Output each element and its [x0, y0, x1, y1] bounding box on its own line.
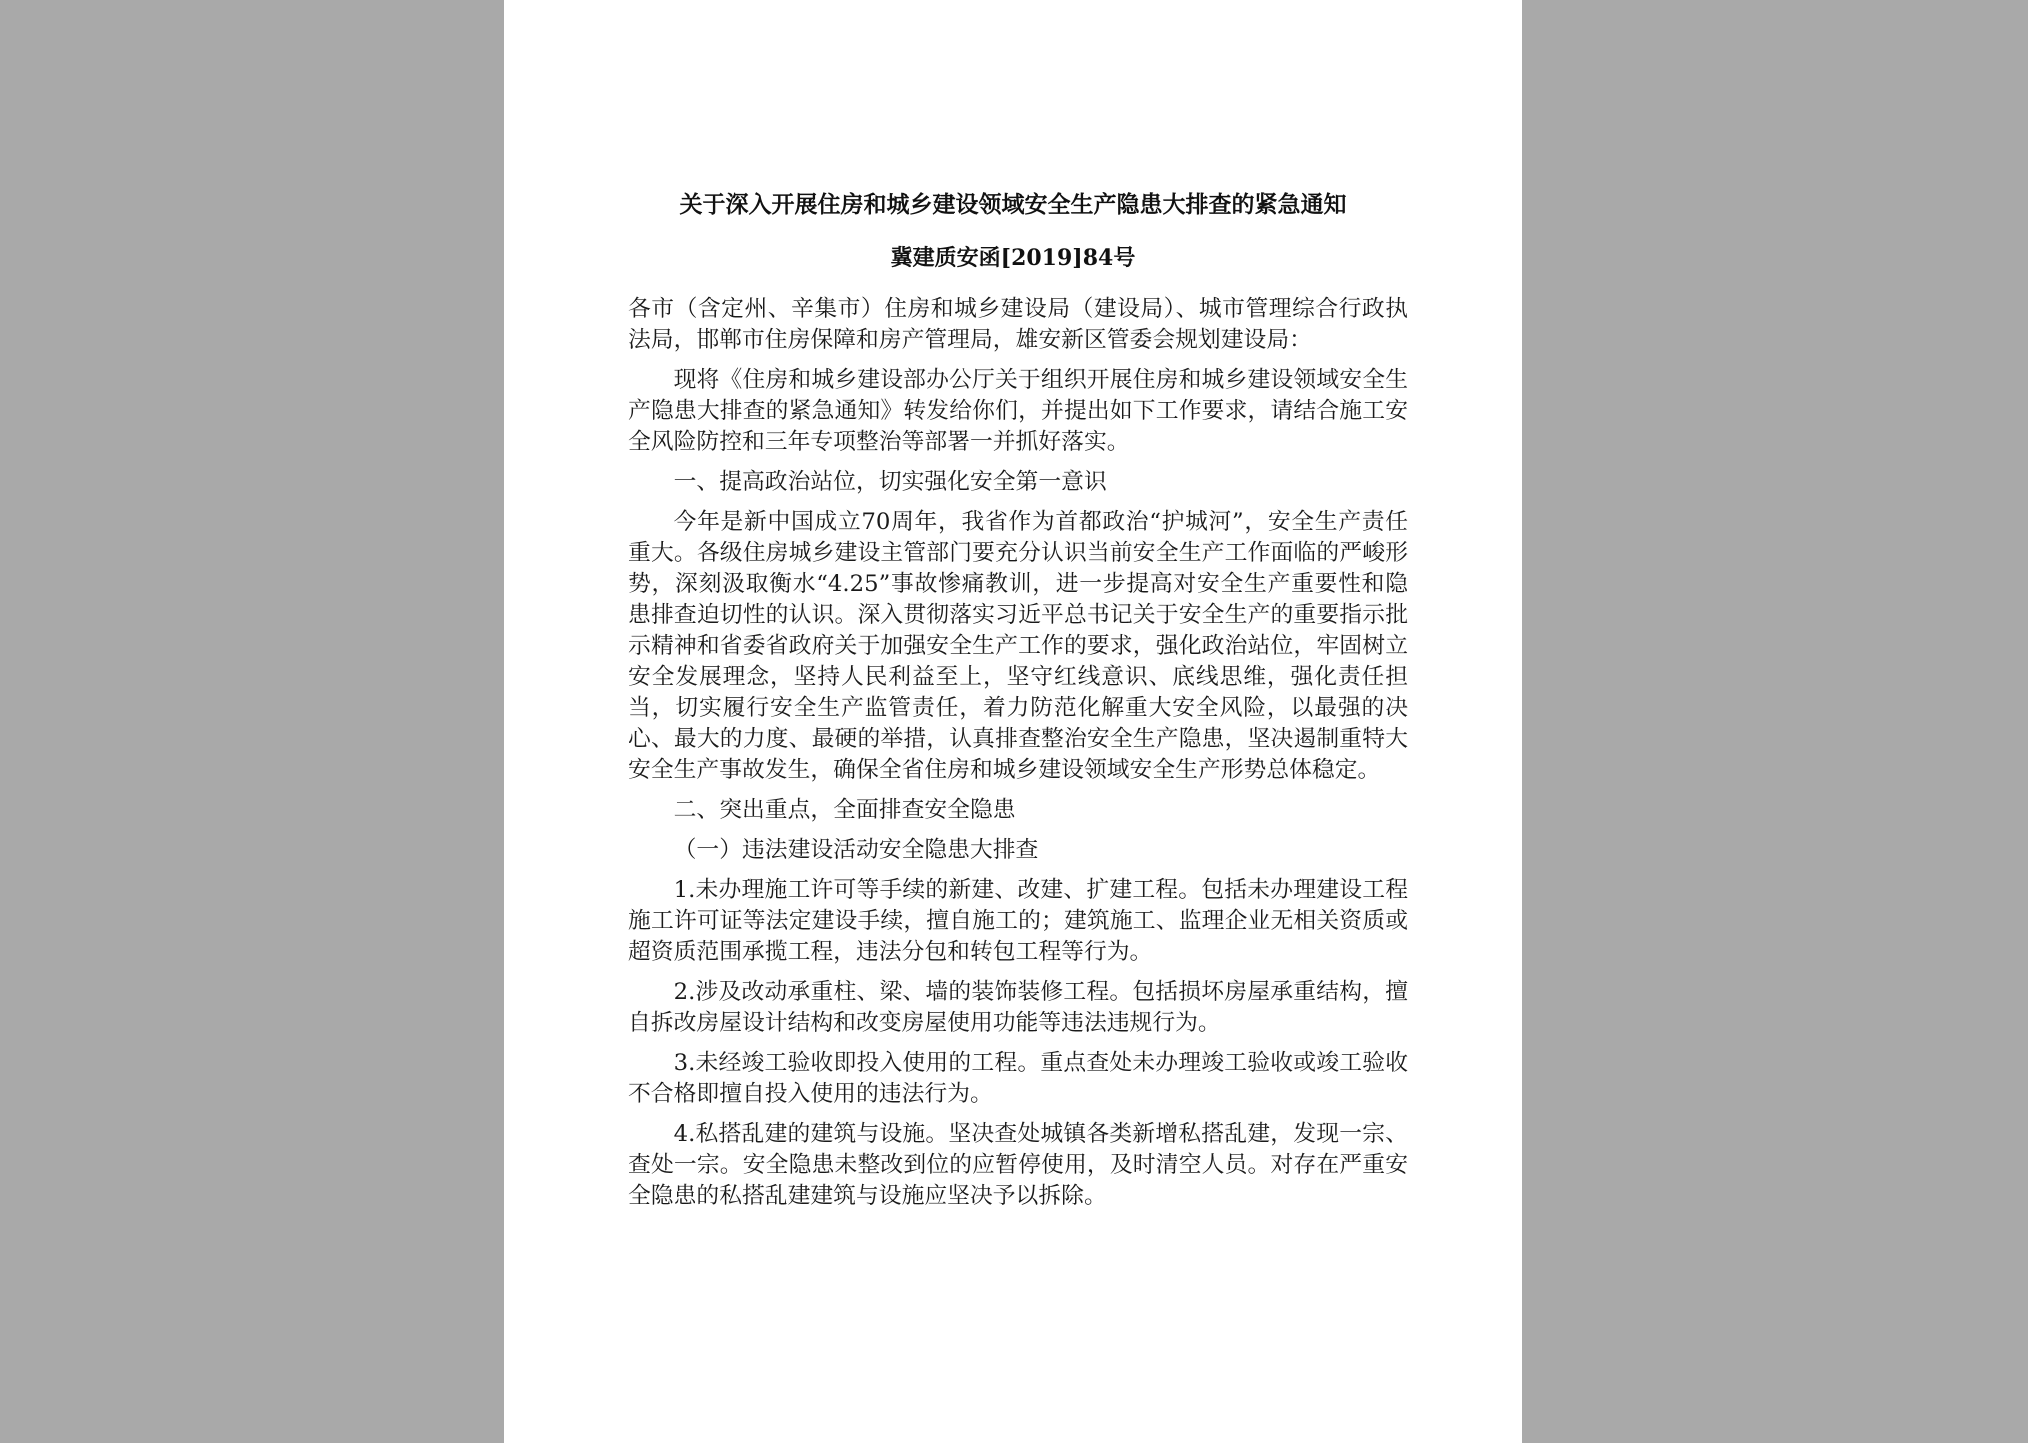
document-number: 冀建质安函[2019]84号	[890, 245, 1136, 271]
list-item-paragraph: 2.涉及改动承重柱、梁、墙的装饰装修工程。包括损坏房屋承重结构，擅自拆改房屋设计结构和改变房屋使用功能等违法违规行为。	[628, 979, 1408, 1036]
list-item-paragraph: 1.未办理施工许可等手续的新建、改建、扩建工程。包括未办理建设工程施工许可证等法定建设手续，擅自施工的；建筑施工、监理企业无相关资质或超资质范围承揽工程，违法分包和转包工程等行为。	[628, 877, 1408, 965]
subsection-heading: （一）违法建设活动安全隐患大排查	[673, 837, 1039, 863]
list-item-paragraph: 4.私搭乱建的建筑与设施。坚决查处城镇各类新增私搭乱建，发现一宗、查处一宗。安全隐患未整改到位的应暂停使用，及时清空人员。对存在严重安全隐患的私搭乱建建筑与设施应坚决予以拆除。	[628, 1121, 1408, 1209]
section-heading: 二、突出重点，全面排查安全隐患	[673, 797, 1016, 823]
section-heading: 一、提高政治站位，切实强化安全第一意识	[673, 469, 1107, 495]
intro-paragraph: 现将《住房和城乡建设部办公厅关于组织开展住房和城乡建设领域安全生产隐患大排查的紧急通知》转发给你们，并提出如下工作要求，请结合施工安全风险防控和三年专项整治等部署一并抓好落实。	[628, 367, 1408, 455]
addressee-paragraph: 各市（含定州、辛集市）住房和城乡建设局（建设局）、城市管理综合行政执法局，邯郸市住房保障和房产管理局，雄安新区管委会规划建设局：	[628, 296, 1408, 353]
document-title: 关于深入开展住房和城乡建设领域安全生产隐患大排查的紧急通知	[679, 191, 1347, 218]
document-body	[628, 294, 1408, 1221]
document-page	[504, 0, 1522, 1443]
list-item-paragraph: 3.未经竣工验收即投入使用的工程。重点查处未办理竣工验收或竣工验收不合格即擅自投入使用的违法行为。	[628, 1050, 1408, 1107]
body-paragraph: 今年是新中国成立70周年，我省作为首都政治“护城河”，安全生产责任重大。各级住房城乡建设主管部门要充分认识当前安全生产工作面临的严峻形势，深刻汲取衡水“4.25”事故惨痛教训，进一步提高对安全生产重要性和隐患排查迫切性的认识。深入贯彻落实习近平总书记关于安全生产的重要指示批示精神和省委省政府关于加强安全生产工作的要求，强化政治站位，牢固树立安全发展理念，坚持人民利益至上，坚守红线意识、底线思维，强化责任担当，切实履行安全生产监管责任，着力防范化解重大安全风险，以最强的决心、最大的力度、最硬的举措，认真排查整治安全生产隐患，坚决遏制重特大安全生产事故发生，确保全省住房和城乡建设领域安全生产形势总体稳定。	[628, 509, 1408, 783]
